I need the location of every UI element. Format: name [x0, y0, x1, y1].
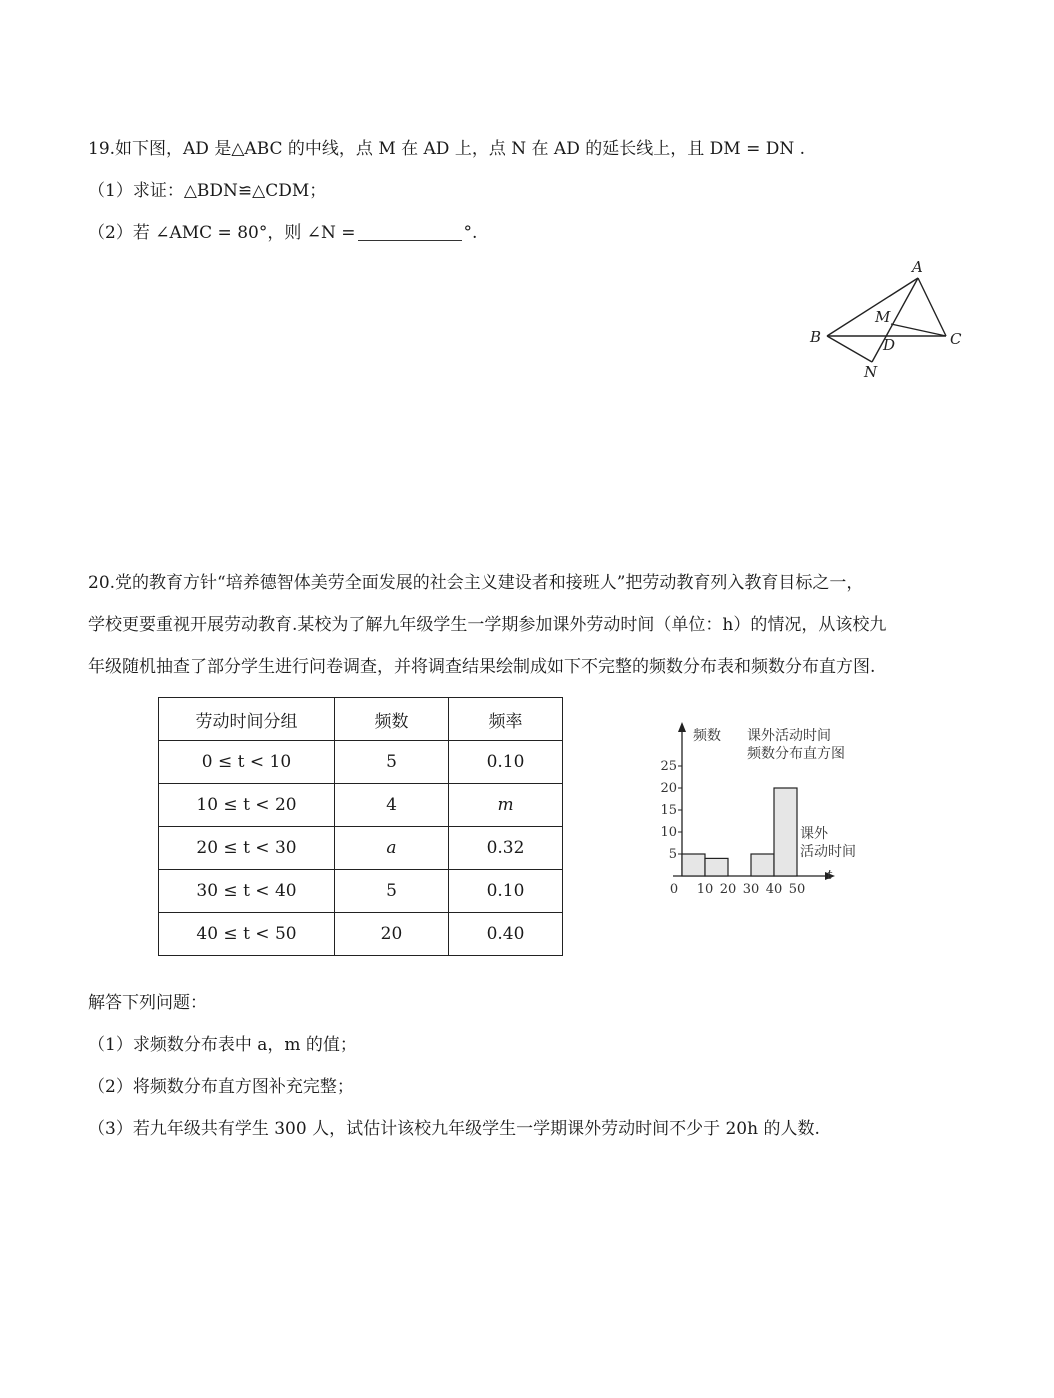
table-cell: 0 ≤ t < 10 [159, 741, 335, 784]
table-cell: 0.40 [449, 913, 563, 956]
histogram-bar [751, 854, 774, 876]
segment-mc [891, 324, 946, 336]
table-row [159, 870, 563, 913]
q19-part2-suffix: °. [463, 223, 478, 243]
chart-title-line2: 频数分布直方图 [747, 746, 845, 762]
q19-title: 19.如下图，AD 是△ABC 的中线，点 M 在 AD 上，点 N 在 AD 的延长线上，且 DM = DN . [88, 139, 806, 159]
x-tick-label: 50 [788, 882, 806, 897]
y-tick-label: 15 [660, 803, 677, 818]
x-axis-symbol: t [827, 868, 833, 883]
answer-intro: 解答下列问题： [88, 993, 207, 1013]
x-axis-label-line2: 活动时间 [800, 844, 856, 860]
y-axis-arrow [678, 722, 686, 732]
label-n: N [864, 363, 878, 381]
answer-blank[interactable] [358, 222, 462, 241]
label-b: B [810, 328, 822, 346]
table-cell: 5 [335, 741, 449, 784]
chart-title-line1: 课外活动时间 [747, 728, 831, 744]
table-cell: 4 [335, 784, 449, 827]
label-a: A [912, 258, 923, 276]
table-header: 频率 [449, 698, 563, 741]
y-axis-label: 频数 [693, 728, 721, 744]
histogram-bar [774, 788, 797, 876]
table-row [159, 913, 563, 956]
table-cell: 0.32 [449, 827, 563, 870]
table-cell: 0.10 [449, 870, 563, 913]
sub-question-2: （2）将频数分布直方图补充完整； [88, 1077, 354, 1097]
table-cell: 0.10 [449, 741, 563, 784]
x-tick-label: 10 [696, 882, 714, 897]
label-c: C [950, 330, 962, 348]
table-header: 劳动时间分组 [159, 698, 335, 741]
histogram-chart [655, 718, 875, 898]
q20-text-line3: 年级随机抽查了部分学生进行问卷调查，并将调查结果绘制成如下不完整的频数分布表和频数分布直方图. [88, 657, 876, 677]
segment-bn [827, 336, 872, 362]
table-cell: a [335, 827, 449, 870]
x-axis-label-line1: 课外 [800, 826, 828, 842]
table-row [159, 784, 563, 827]
q20-text-line2: 学校更要重视开展劳动教育.某校为了解九年级学生一学期参加课外劳动时间（单位：h）的情况，从该校九 [88, 615, 887, 635]
label-m: M [875, 308, 891, 326]
table-row [159, 741, 563, 784]
sub-question-1: （1）求频数分布表中 a，m 的值； [88, 1035, 357, 1055]
q20-text-line1: 20.党的教育方针“培养德智体美劳全面发展的社会主义建设者和接班人”把劳动教育列入教育目标之一， [88, 573, 864, 593]
segment-ac [918, 278, 946, 336]
x-tick-label: 20 [719, 882, 737, 897]
table-cell: 5 [335, 870, 449, 913]
table-cell: m [449, 784, 563, 827]
histogram-bar [682, 854, 705, 876]
q19-part2 [88, 218, 477, 243]
x-tick-label: 0 [669, 882, 679, 897]
q19-part2-prefix: （2）若 ∠AMC = 80°，则 ∠N = [88, 223, 356, 243]
triangle-figure [805, 258, 975, 383]
x-tick-label: 40 [765, 882, 783, 897]
table-cell: 40 ≤ t < 50 [159, 913, 335, 956]
table-row [159, 827, 563, 870]
table-cell: 30 ≤ t < 40 [159, 870, 335, 913]
label-d: D [883, 336, 896, 354]
q19-part1: （1）求证：△BDN≌△CDM； [88, 181, 327, 201]
sub-question-3: （3）若九年级共有学生 300 人，试估计该校九年级学生一学期课外劳动时间不少于 20h 的人数. [88, 1119, 820, 1139]
table-cell: 20 [335, 913, 449, 956]
table-header-row [159, 698, 563, 741]
x-tick-label: 30 [742, 882, 760, 897]
frequency-table [158, 697, 563, 956]
y-tick-label: 25 [660, 759, 677, 774]
y-tick-label: 10 [660, 825, 677, 840]
table-header: 频数 [335, 698, 449, 741]
histogram-bar [705, 858, 728, 876]
y-tick-label: 5 [668, 847, 677, 862]
table-cell: 20 ≤ t < 30 [159, 827, 335, 870]
y-tick-label: 20 [660, 781, 677, 796]
table-cell: 10 ≤ t < 20 [159, 784, 335, 827]
